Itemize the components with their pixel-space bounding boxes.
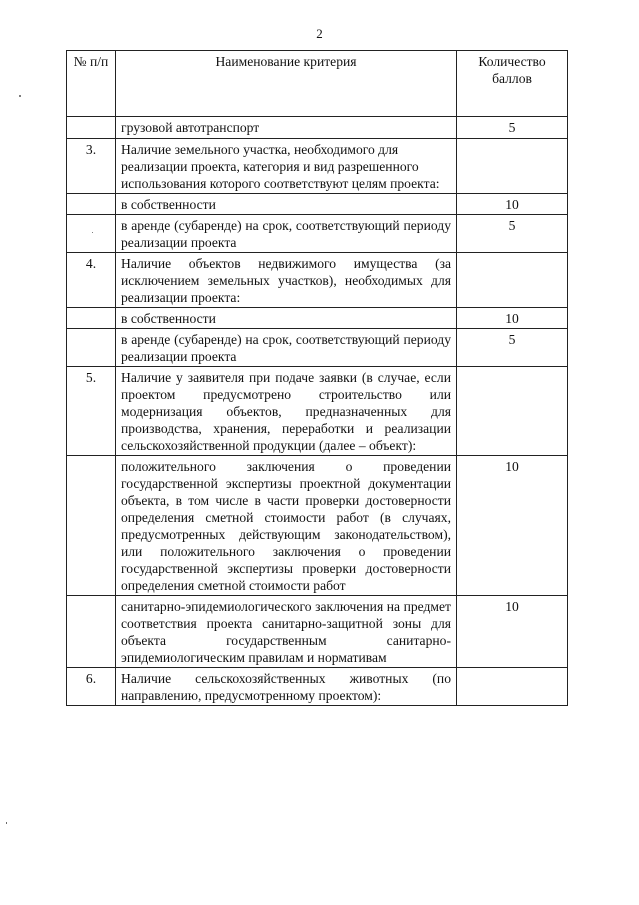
row-number: [67, 215, 116, 253]
scan-speck: [19, 95, 21, 97]
row-criterion: Наличие у заявителя при подаче заявки (в случае, если проектом предусмотрено строительство или модернизация объектов, предназначенных для производства, хранения, переработки и реализации сельскохозяйственной продукции (далее – объект):: [116, 367, 457, 456]
row-score: 5: [457, 329, 568, 367]
row-criterion: в аренде (субаренде) на срок, соответствующий периоду реализации проекта: [116, 329, 457, 367]
row-criterion: в собственности: [116, 194, 457, 215]
criteria-table: [66, 50, 568, 706]
table-row: [67, 367, 568, 456]
row-score: [457, 139, 568, 194]
table-row: [67, 596, 568, 668]
row-score: 10: [457, 456, 568, 596]
row-number: [67, 596, 116, 668]
row-criterion: в собственности: [116, 308, 457, 329]
header-criterion-name: Наименование критерия: [116, 51, 457, 117]
scan-speck: [6, 822, 7, 824]
row-criterion: положительного заключения о проведении государственной экспертизы проектной документации объекта, в том числе в части проверки достоверности определения сметной стоимости работ (в случаях, предусмотренных действующим законодательством), или положительного заключения о проведении государственной экспертизы проверки достоверности определения сметной стоимости работ: [116, 456, 457, 596]
row-number: 5.: [67, 367, 116, 456]
table-row: [67, 668, 568, 706]
row-score: [457, 367, 568, 456]
row-score: 10: [457, 596, 568, 668]
row-criterion: Наличие земельного участка, необходимого для реализации проекта, категория и вид разрешенного использования которого соответствуют целям проекта:: [116, 139, 457, 194]
row-number: [67, 308, 116, 329]
table-row: [67, 117, 568, 139]
table-row: [67, 329, 568, 367]
row-number: [67, 329, 116, 367]
table-row: [67, 139, 568, 194]
row-score: 5: [457, 215, 568, 253]
page-number: 2: [316, 26, 323, 41]
table-header-row: [67, 51, 568, 117]
row-criterion: Наличие сельскохозяйственных животных (по направлению, предусмотренному проектом):: [116, 668, 457, 706]
header-number: № п/п: [67, 51, 116, 117]
row-score: [457, 253, 568, 308]
row-number: [67, 117, 116, 139]
table-row: [67, 456, 568, 596]
row-score: 10: [457, 308, 568, 329]
row-criterion: в аренде (субаренде) на срок, соответствующий периоду реализации проекта: [116, 215, 457, 253]
table-row: [67, 253, 568, 308]
row-score: 5: [457, 117, 568, 139]
row-number: 6.: [67, 668, 116, 706]
row-criterion: Наличие объектов недвижимого имущества (за исключением земельных участков), необходимых для реализации проекта:: [116, 253, 457, 308]
header-score: Количество баллов: [457, 51, 568, 117]
table-row: [67, 215, 568, 253]
row-number: [67, 456, 116, 596]
table-row: [67, 194, 568, 215]
row-number: [67, 194, 116, 215]
row-number: 3.: [67, 139, 116, 194]
row-score: 10: [457, 194, 568, 215]
row-criterion: санитарно-эпидемиологического заключения на предмет соответствия проекта санитарно-защитной зоны для объекта государственным санитарно-эпидемиологическим правилам и нормативам: [116, 596, 457, 668]
row-number: 4.: [67, 253, 116, 308]
table-row: [67, 308, 568, 329]
row-criterion: грузовой автотранспорт: [116, 117, 457, 139]
scan-speck: [92, 232, 93, 233]
row-score: [457, 668, 568, 706]
